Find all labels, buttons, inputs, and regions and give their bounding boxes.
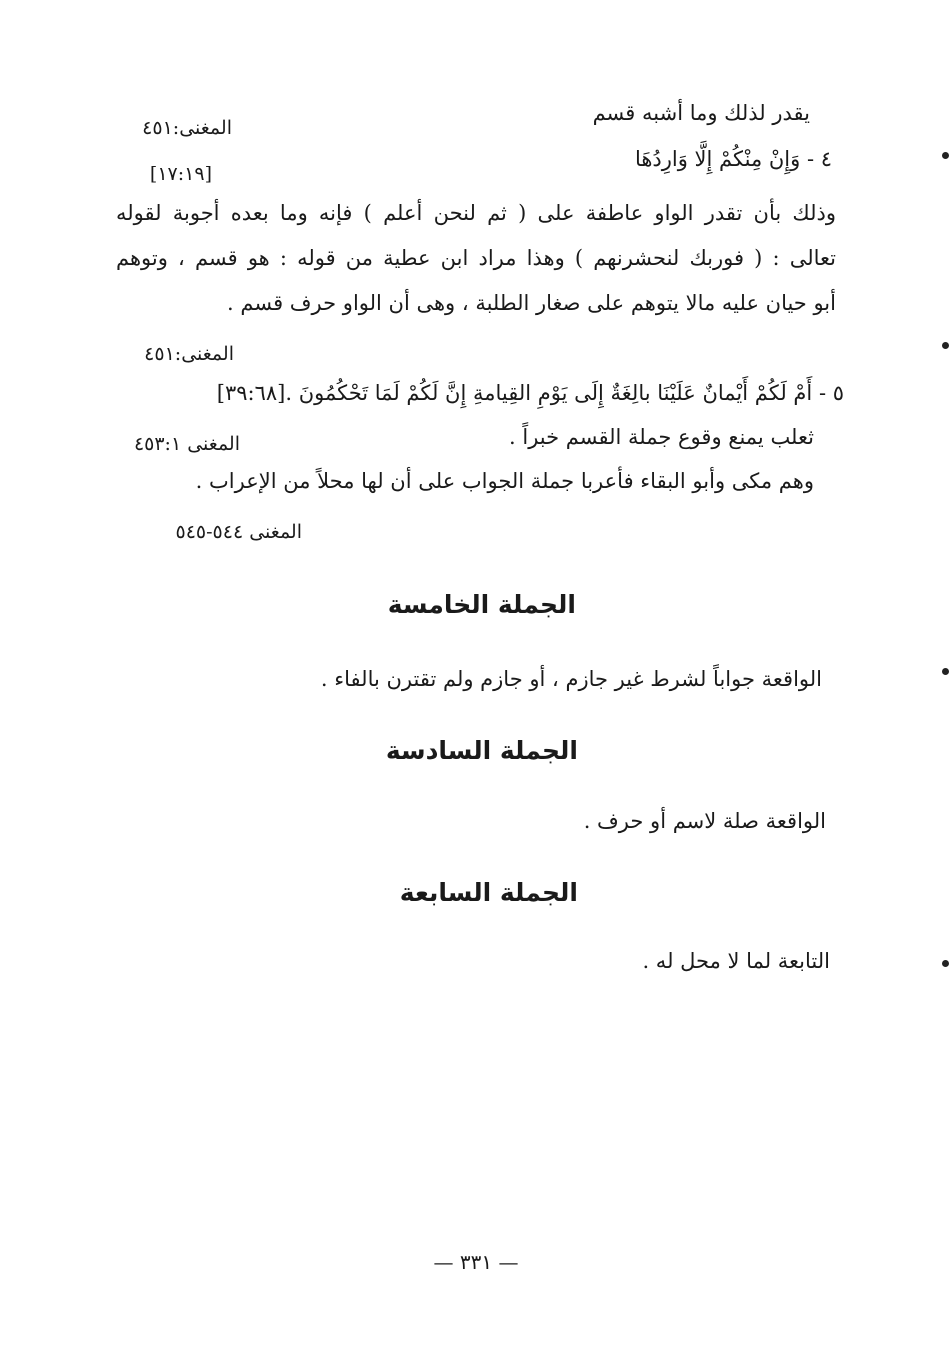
- text-line-7: ثعلب يمنع وقوع جملة القسم خبراً .: [509, 425, 814, 449]
- section-body-7: التابعة لما لا محل له .: [642, 949, 830, 973]
- text-line-4: تعالى : ( فوربك لنحشرنهم ) وهذا مراد ابن عطية من قوله : هو قسم ، وتوهم: [116, 246, 836, 270]
- reference-mughni-1: المغنى:٤٥١: [142, 117, 232, 139]
- margin-mark: [942, 152, 949, 159]
- text-line-1: يقدر لذلك وما أشبه قسم: [592, 101, 810, 125]
- margin-mark: [942, 668, 949, 675]
- margin-mark: [942, 960, 949, 967]
- text-line-2-quran: ٤ - وَإِنْ مِنْكُمْ إِلَّا وَارِدُهَا: [634, 147, 832, 171]
- page-number: — ٣٣١ —: [433, 1250, 519, 1274]
- reference-mughni-4: المغنى ٥٤٤-٥٤٥: [175, 521, 302, 543]
- text-line-6-quran: ٥ - أَمْ لَكُمْ أَيْمانٌ عَلَيْنَا بالِغَةٌ إِلَى يَوْمِ القِيامةِ إِنَّ لَكُمْ لَمَا تَحْكُمُونَ .[٣٩:٦٨]: [216, 381, 844, 405]
- section-heading-7: الجملة السابعة: [399, 878, 578, 907]
- section-heading-6: الجملة السادسة: [385, 736, 578, 765]
- reference-mughni-3: المغنى ٤٥٣:١: [133, 433, 240, 455]
- reference-verse-1: [١٧:١٩]: [149, 163, 212, 185]
- margin-mark: [942, 342, 949, 349]
- section-body-6: الواقعة صلة لاسم أو حرف .: [583, 809, 826, 833]
- text-line-5: أبو حيان عليه مالا يتوهم على صغار الطلبة ، وهى أن الواو حرف قسم .: [227, 291, 836, 315]
- reference-mughni-2: المغنى:٤٥١: [144, 343, 234, 365]
- text-line-3: وذلك بأن تقدر الواو عاطفة على ( ثم لنحن أعلم ) فإنه وما بعده أجوبة لقوله: [116, 201, 836, 225]
- section-body-5: الواقعة جواباً لشرط غير جازم ، أو جازم ولم تقترن بالفاء .: [320, 667, 822, 691]
- text-line-8: وهم مكى وأبو البقاء فأعربا جملة الجواب على أن لها محلاً من الإعراب .: [195, 469, 814, 493]
- section-heading-5: الجملة الخامسة: [387, 590, 576, 619]
